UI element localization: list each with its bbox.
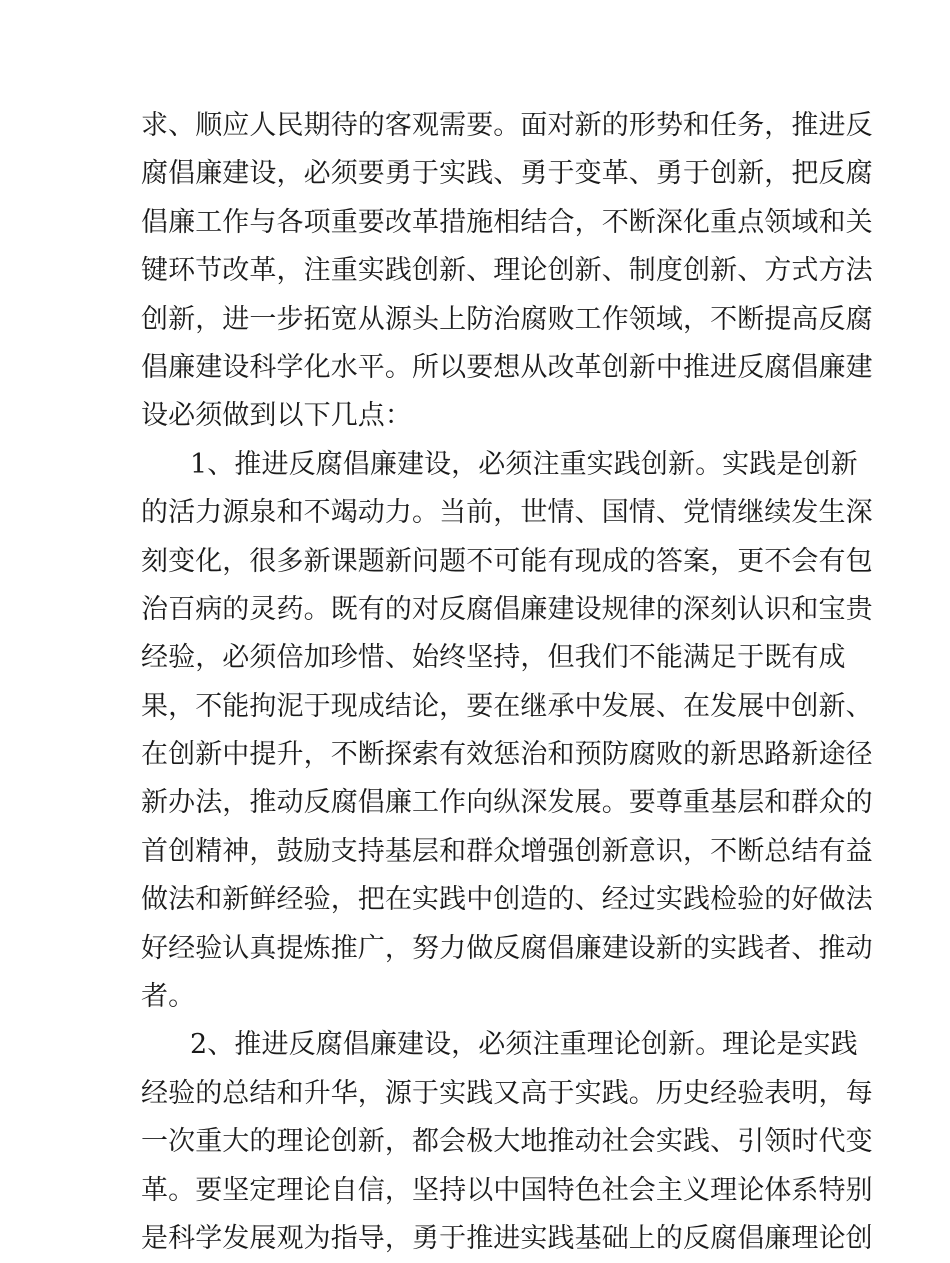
text-line: 好经验认真提炼推广，努力做反腐倡廉建设新的实践者、推动 [141,932,873,964]
text-line: 创新，进一步拓宽从源头上防治腐败工作领域，不断提高反腐 [141,303,873,335]
text-line: 是科学发展观为指导，勇于推进实践基础上的反腐倡廉理论创 [141,1222,873,1254]
text-line: 经验的总结和升华，源于实践又高于实践。历史经验表明，每 [141,1077,873,1109]
text-line: 果，不能拘泥于现成结论，要在继承中发展、在发展中创新、 [141,690,873,722]
text-line: 者。 [141,981,196,1013]
text-line: 治百病的灵药。既有的对反腐倡廉建设规律的深刻认识和宝贵 [141,593,873,625]
text-line: 做法和新鲜经验，把在实践中创造的、经过实践检验的好做法 [141,884,873,916]
text-line: 倡廉工作与各项重要改革措施相结合，不断深化重点领域和关 [141,206,873,238]
text-line: 设必须做到以下几点： [141,400,412,432]
text-line: 刻变化，很多新课题新问题不可能有现成的答案，更不会有包 [141,545,873,577]
document-body [141,102,873,1263]
text-line: 革。要坚定理论自信，坚持以中国特色社会主义理论体系特别 [141,1174,873,1206]
paragraph-2-start: 2、推进反腐倡廉建设，必须注重理论创新。理论是实践 [190,1029,858,1061]
text-line: 在创新中提升，不断探索有效惩治和预防腐败的新思路新途径 [141,739,873,771]
text-line: 一次重大的理论创新，都会极大地推动社会实践、引领时代变 [141,1126,873,1158]
text-line: 倡廉建设科学化水平。所以要想从改革创新中推进反腐倡廉建 [141,351,873,383]
text-line: 求、顺应人民期待的客观需要。面对新的形势和任务，推进反 [141,110,873,141]
text-line: 经验，必须倍加珍惜、始终坚持，但我们不能满足于既有成 [141,642,846,674]
text-line: 腐倡廉建设，必须要勇于实践、勇于变革、勇于创新，把反腐 [141,158,873,190]
text-line: 首创精神，鼓励支持基层和群众增强创新意识，不断总结有益 [141,835,873,867]
text-line: 键环节改革，注重实践创新、理论创新、制度创新、方式方法 [141,255,873,287]
paragraph-1-start: 1、推进反腐倡廉建设，必须注重实践创新。实践是创新 [190,448,858,480]
text-line: 的活力源泉和不竭动力。当前，世情、国情、党情继续发生深 [141,497,873,529]
text-line: 新办法，推动反腐倡廉工作向纵深发展。要尊重基层和群众的 [141,787,873,819]
